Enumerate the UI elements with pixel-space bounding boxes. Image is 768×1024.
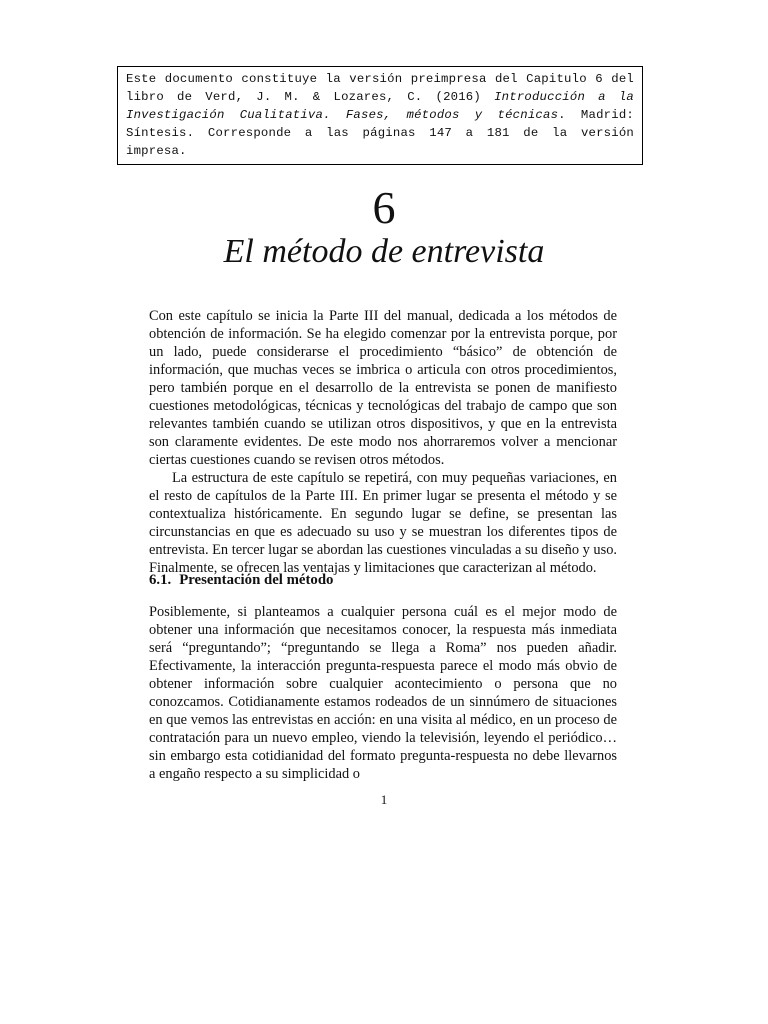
- notice-book-title: Introducción a la Investigación Cualitativa. Fases, métodos y técnicas: [126, 90, 634, 122]
- section-heading: [149, 572, 333, 589]
- section-number: 6.1.: [149, 572, 172, 588]
- preprint-notice-box: [117, 66, 643, 165]
- intro-paragraph-2: La estructura de este capítulo se repetirá, con muy pequeñas variaciones, en el resto de capítulos de la Parte III. En primer lugar se presenta el método y se contextualiza históricamente. En segundo lugar se define, se presentan las circunstancias en que es adecuado su uso y se muestran los diferentes tipos de entrevista. En tercer lugar se abordan las cuestiones vinculadas a su diseño y uso. Finalmente, se ofrecen las ventajas y limitaciones que caracterizan al método.: [149, 470, 617, 576]
- page-number: 1: [380, 792, 388, 807]
- section-title: Presentación del método: [179, 572, 334, 588]
- chapter-title: El método de entrevista: [223, 233, 545, 270]
- section-paragraph-1: Posiblemente, si planteamos a cualquier persona cuál es el mejor modo de obtener una información que necesitamos conocer, la respuesta más inmediata será “preguntando”; “preguntando se llega a Roma” nos pueden añadir. Efectivamente, la interacción pregunta-respuesta parece el modo más obvio de obtener información sobre cualquier acontecimiento o persona que no conozcamos. Cotidianamente estamos rodeados de un sinnúmero de situaciones en que vemos las entrevistas en acción: en una visita al médico, en un proceso de contratación para un nuevo empleo, viendo la televisión, leyendo el periódico… sin embargo esta cotidianidad del formato pregunta-respuesta no debe llevarnos a engaño respecto a su simplicidad o: [149, 604, 617, 782]
- intro-text: [149, 307, 617, 577]
- intro-paragraph-1: Con este capítulo se inicia la Parte III del manual, dedicada a los métodos de obtención de información. Se ha elegido comenzar por la entrevista porque, por un lado, puede considerarse el procedimiento “básico” de obtención de información, que muchas veces se imbrica o articula con otros procedimientos, pero también porque en el desarrollo de la entrevista se ponen de manifiesto cuestiones metodológicas, técnicas y tecnológicas del trabajo de campo que son relevantes también cuando se utilizan otros dispositivos, y que en la entrevista son claramente evidentes. De este modo nos ahorraremos volver a mencionar ciertas cuestiones cuando se revisen otros métodos.: [149, 308, 617, 468]
- chapter-number: 6: [372, 182, 396, 233]
- notice-text-part1: Este documento constituye la versión preimpresa del Capitulo 6 del libro de Verd, J. M. & Lozares, C. (2016): [126, 72, 634, 104]
- notice-text-part2: . Madrid: Síntesis. Corresponde a las páginas 147 a 181 de la versión impresa.: [126, 108, 634, 158]
- section-text: [149, 603, 617, 783]
